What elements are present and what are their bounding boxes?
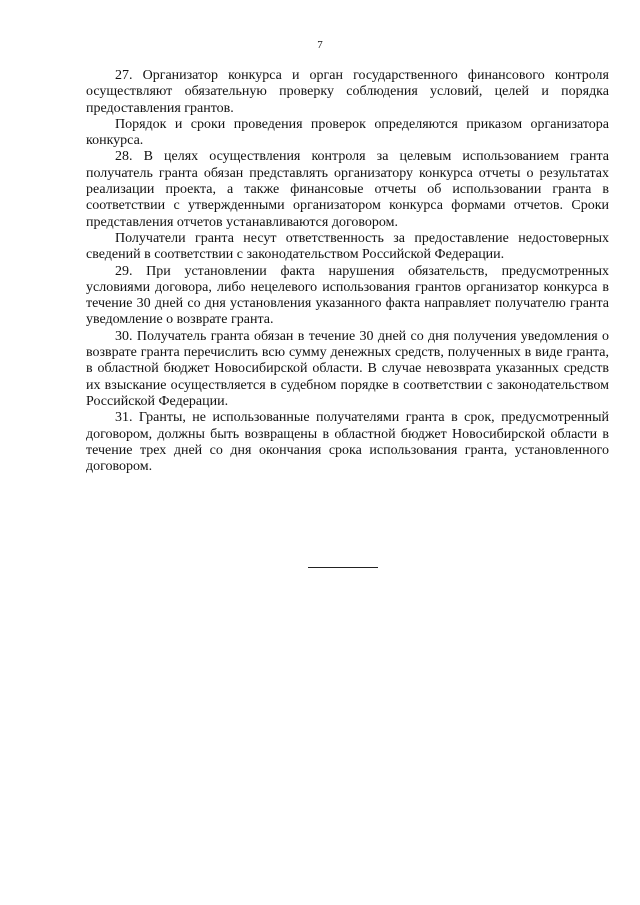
page-number: 7 bbox=[317, 39, 323, 51]
paragraph-27: 27. Организатор конкурса и орган государственного финансового контроля осуществляют обязательную проверку соблюдения условий, целей и порядка предоставления грантов. bbox=[86, 68, 609, 116]
paragraph-27-inspection-order: Порядок и сроки проведения проверок определяются приказом организатора конкурса. bbox=[86, 116, 609, 149]
paragraph-31: 31. Гранты, не использованные получателями гранта в срок, предусмотренный договором, должны быть возвращены в областной бюджет Новосибирской области в течение трех дней со дня окончания срока использования гранта, установленного договором. bbox=[86, 410, 609, 475]
paragraph-29: 29. При установлении факта нарушения обязательств, предусмотренных условиями договора, либо нецелевого использования грантов организатор конкурса в течение 30 дней со дня установления указанного факта направляет получателю гранта уведомление о возврате гранта. bbox=[86, 263, 609, 328]
paragraph-30: 30. Получатель гранта обязан в течение 30 дней со дня получения уведомления о возврате гранта перечислить всю сумму денежных средств, полученных в виде гранта, в областной бюджет Новосибирской области. В случае невозврата указанных средств их взыскание осуществляется в судебном порядке в соответствии с законодательством Российской Федерации. bbox=[86, 328, 609, 409]
paragraph-28: 28. В целях осуществления контроля за целевым использованием гранта получатель гранта обязан представлять организатору конкурса отчеты о результатах реализации проекта, а также финансовые отчеты об использовании гранта в соответствии с утвержденными организатором конкурса формами отчетов. Сроки представления отчетов устанавливаются договором. bbox=[86, 149, 609, 230]
paragraph-28-responsibility: Получатели гранта несут ответственность за предоставление недостоверных сведений в соответствии с законодательством Российской Федерации. bbox=[86, 230, 609, 263]
document-body bbox=[86, 68, 609, 475]
end-separator-line bbox=[308, 567, 378, 568]
